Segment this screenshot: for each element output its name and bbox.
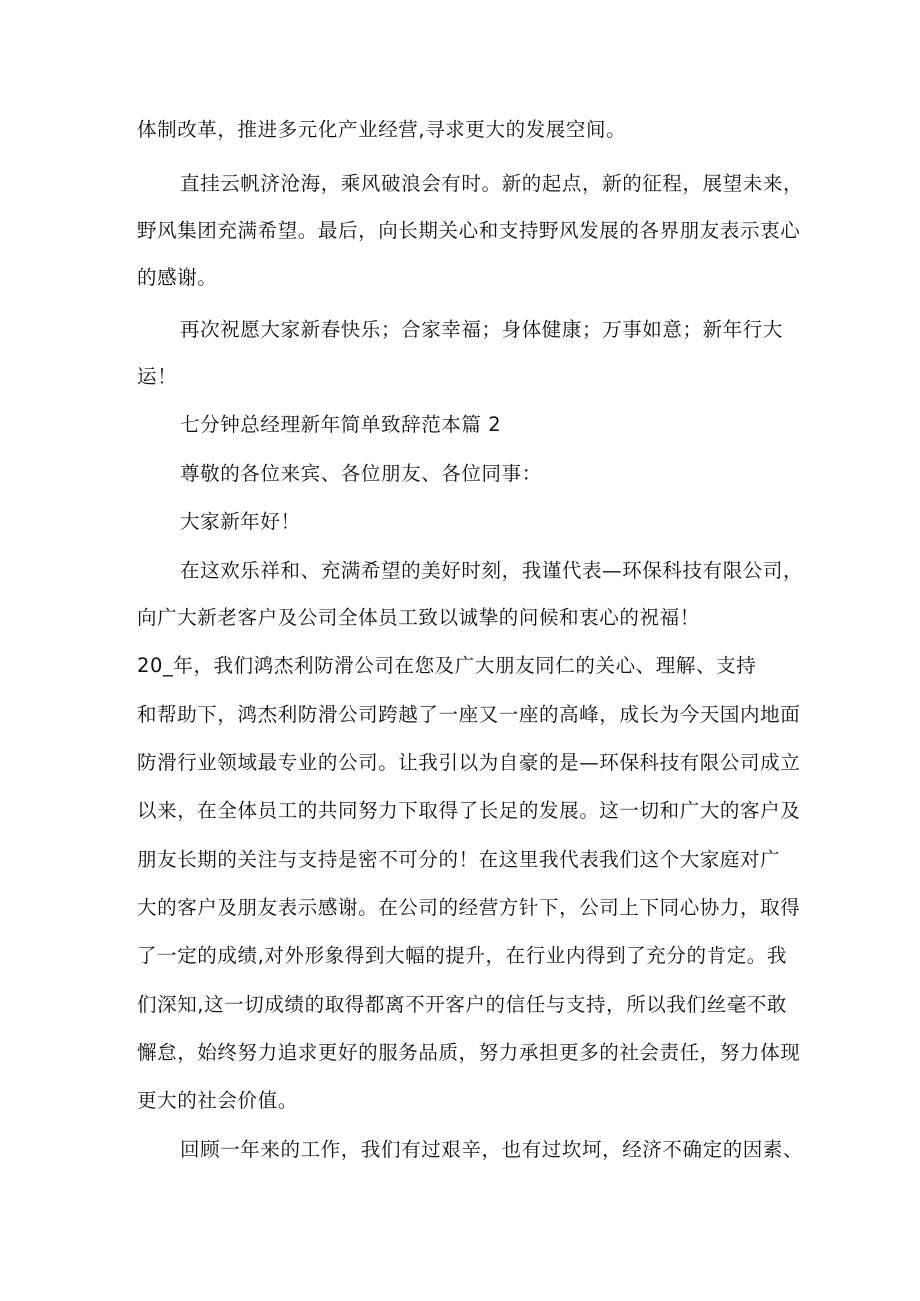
paragraph-line: 野风集团充满希望。最后，向长期关心和支持野风发展的各界朋友表示衷心 — [137, 219, 801, 242]
paragraph-line: 体制改革，推进多元化产业经营,寻求更大的发展空间。 — [137, 118, 627, 141]
paragraph-line: 朋友长期的关注与支持是密不可分的！在这里我代表我们这个大家庭对广 — [137, 848, 781, 871]
paragraph-line: 20_年，我们鸿杰利防滑公司在您及广大朋友同仁的关心、理解、支持 — [137, 654, 757, 677]
paragraph-line: 懈怠，始终努力追求更好的服务品质，努力承担更多的社会责任，努力体现 — [137, 1041, 801, 1064]
paragraph-line: 回顾一年来的工作，我们有过艰辛，也有过坎坷，经济不确定的因素、 — [180, 1138, 804, 1161]
paragraph-line: 更大的社会价值。 — [137, 1089, 298, 1112]
paragraph-line: 的感谢。 — [137, 266, 218, 289]
salutation: 尊敬的各位来宾、各位朋友、各位同事： — [180, 462, 542, 485]
greeting: 大家新年好！ — [180, 510, 301, 533]
paragraph-line: 和帮助下，鸿杰利防滑公司跨越了一座又一座的高峰，成长为今天国内地面 — [137, 703, 801, 726]
paragraph-line: 们深知,这一切成绩的取得都离不开客户的信任与支持，所以我们丝毫不敢 — [137, 993, 787, 1016]
paragraph-line: 在这欢乐祥和、充满希望的美好时刻，我谨代表—环保科技有限公司， — [180, 559, 804, 582]
paragraph-line: 运！ — [137, 365, 178, 388]
paragraph-line: 向广大新老客户及公司全体员工致以诚挚的问候和衷心的祝福！ — [137, 606, 700, 629]
paragraph-line: 了一定的成绩,对外形象得到大幅的提升，在行业内得到了充分的肯定。我 — [137, 944, 787, 967]
paragraph-line: 大的客户及朋友表示感谢。在公司的经营方针下，公司上下同心协力，取得 — [137, 896, 801, 919]
paragraph-line: 防滑行业领域最专业的公司。让我引以为自豪的是—环保科技有限公司成立 — [137, 751, 801, 774]
paragraph-line: 再次祝愿大家新春快乐；合家幸福；身体健康；万事如意；新年行大 — [180, 318, 784, 341]
section-heading: 七分钟总经理新年简单致辞范本篇 2 — [180, 413, 502, 436]
paragraph-line: 直挂云帆济沧海，乘风破浪会有时。新的起点，新的征程，展望未来， — [180, 172, 804, 195]
paragraph-line: 以来，在全体员工的共同努力下取得了长足的发展。这一切和广大的客户及 — [137, 799, 801, 822]
